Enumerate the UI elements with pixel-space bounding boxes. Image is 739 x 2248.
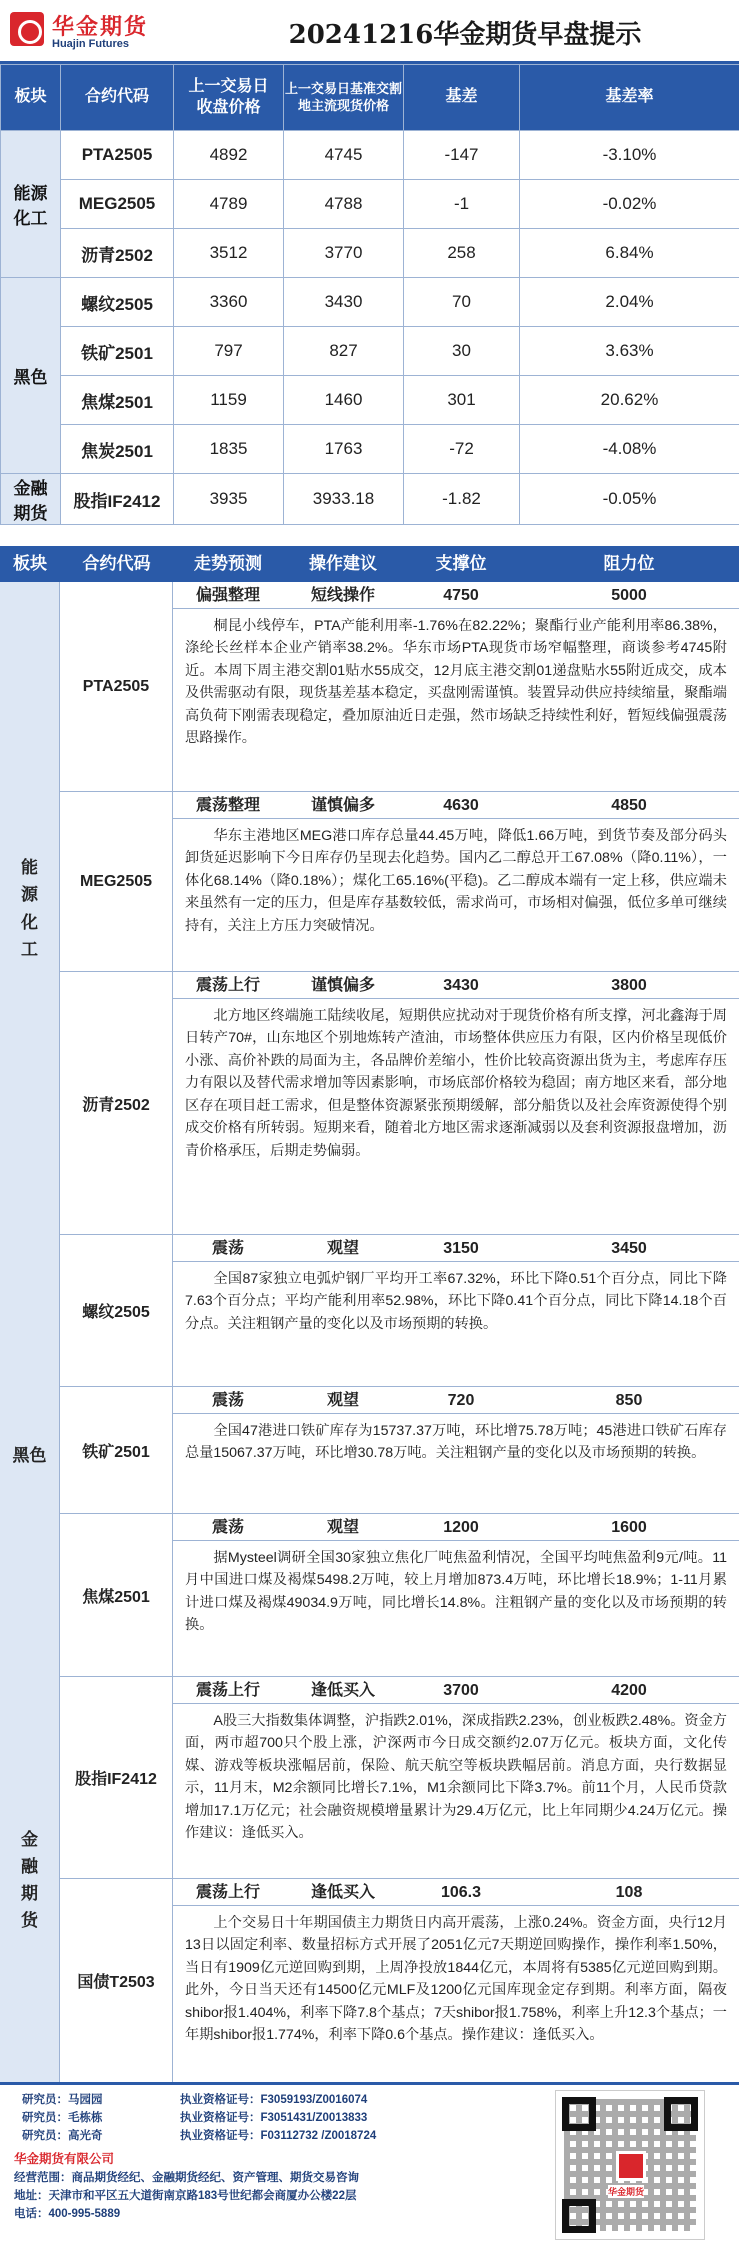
contract-code-cell: 铁矿2501 [60,1387,173,1514]
header-cell: 走势预测 [194,554,262,573]
value-cell: -1.82 [404,474,520,525]
value-cell: 30 [404,327,520,376]
sector-cell: 能 源 化 工 [0,582,60,1235]
operation-cell: 逢低买入 [283,1677,403,1704]
operation-cell: 短线操作 [283,582,403,609]
contract-code-cell: 焦炭2501 [61,425,174,474]
header-cell: 合约代码 [82,554,151,573]
analysis-text: 全国87家独立电弧炉钢厂平均开工率67.32%，环比下降0.51个百分点，同比下降7.63个百分点；平均产能利用率52.98%，环比下降0.41个百分点，同比下降14.18个百分点。关注粗钢产量的变化以及市场预期的转换。 [173,1262,739,1387]
trend-cell: 震荡 [173,1235,283,1262]
company-logo [10,10,190,54]
value-cell: 3933.18 [284,474,404,525]
advice-summary-row [173,792,739,819]
header-cell: 板块 [1,65,61,131]
trend-cell: 震荡 [173,1514,283,1541]
researcher-license: 执业资格证号：F3051431/Z0013833 [180,2112,368,2124]
support-cell: 106.3 [403,1879,519,1906]
value-cell: -72 [404,425,520,474]
contract-code-cell: 焦煤2501 [60,1514,173,1677]
header-cell: 阻力位 [603,554,655,573]
header-cell: 操作建议 [309,554,377,573]
qr-logo-icon [616,2151,646,2181]
contract-code-cell: 螺纹2505 [61,278,174,327]
value-cell: 6.84% [520,229,739,278]
researcher-license: 执业资格证号：F3059193/Z0016074 [180,2094,368,2106]
business-scope: 经营范围：商品期货经纪、金融期货经纪、资产管理、期货交易咨询 [14,2172,359,2184]
value-cell: 4789 [174,180,284,229]
researcher-name: 研究员：毛栋栋 [22,2112,103,2124]
table-row [1,278,739,327]
qr-code [555,2090,705,2240]
value-cell: -0.02% [520,180,739,229]
support-cell: 3150 [403,1235,519,1262]
resistance-cell: 108 [519,1879,739,1906]
operation-cell: 观望 [283,1514,403,1541]
resistance-cell: 3800 [519,972,739,999]
operation-cell: 观望 [283,1235,403,1262]
support-cell: 1200 [403,1514,519,1541]
resistance-cell: 3450 [519,1235,739,1262]
sector-cell: 能源 化工 [1,131,61,278]
header-cell: 基差 [404,65,520,131]
company-name: 华金期货有限公司 [14,2152,115,2166]
value-cell: 1835 [174,425,284,474]
sector-cell: 黑色 [1,278,61,474]
operation-cell: 谨慎偏多 [283,972,403,999]
header-cell: 上一交易日 收盘价格 [174,65,284,131]
support-cell: 3430 [403,972,519,999]
value-cell: 1460 [284,376,404,425]
logo-icon [10,12,44,46]
value-cell: 3.63% [520,327,739,376]
value-cell: -4.08% [520,425,739,474]
page-title: 20241216华金期货早盘提示 [288,20,642,50]
value-cell: 3512 [174,229,284,278]
advice-summary-row [173,582,739,609]
support-cell: 4630 [403,792,519,819]
qr-caption: 华金期货 [608,2187,645,2197]
operation-cell: 逢低买入 [283,1879,403,1906]
contract-code-cell: 股指IF2412 [60,1677,173,1879]
advice-summary-row [173,972,739,999]
analysis-text: 上个交易日十年期国债主力期货日内高开震荡，上涨0.24%。资金方面，央行12月13日以固定利率、数量招标方式开展了2051亿元7天期逆回购操作，操作利率1.50%，当日有1909亿元逆回购到期，上周净投放1844亿元，本周将有5385亿元逆回购到期。此外，今日当天还有14500亿元MLF及1200亿元国库现金定存到期。利率方面，隔夜shibor报1.404%，利率下降7.8个基点；7天shibor报1.758%，利率上升12.3个基点；一年期shibor报1.774%，利率下降0.6个基点。操作建议：逢低买入。 [173,1906,739,2083]
table-row [1,180,739,229]
contract-code-cell: 国债T2503 [60,1879,173,2083]
analysis-text: 北方地区终端施工陆续收尾，短期供应扰动对于现货价格有所支撑，河北鑫海于周日转产70#，山东地区个别地炼转产渣油，市场整体供应压力有限，区内价格呈现低价小涨、高价补跌的局面为主，各品牌价差缩小，性价比较高资源出货为主，考虑库存压力有限以及替代需求增加等因素影响，市场底部价格较为稳固；南方地区来看，部分地区存在项目赶工需求，但是整体资源紧张预期缓解，部分船货以及社会库资源使得个别成交价格有所转弱。短期来看，随着北方地区需求逐渐减弱以及套利资源报盘增加，沥青价格承压，后期走势偏弱。 [173,999,739,1235]
contract-code-cell: 沥青2502 [60,972,173,1235]
advice-summary-row [173,1514,739,1541]
trend-cell: 震荡整理 [173,792,283,819]
trend-cell: 震荡上行 [173,972,283,999]
researcher-name: 研究员：高光奇 [22,2130,103,2142]
value-cell: 3430 [284,278,404,327]
operation-cell: 谨慎偏多 [283,792,403,819]
advice-summary-row [173,1879,739,1906]
value-cell: 4788 [284,180,404,229]
contract-code-cell: MEG2505 [61,180,174,229]
value-cell: -3.10% [520,131,739,180]
trend-cell: 震荡上行 [173,1677,283,1704]
trend-cell: 偏强整理 [173,582,283,609]
table-row [1,376,739,425]
table-row [1,474,739,525]
contract-code-cell: MEG2505 [60,792,173,972]
value-cell: 4745 [284,131,404,180]
header-cell: 基差率 [520,65,739,131]
value-cell: 3360 [174,278,284,327]
header [0,0,739,64]
analysis-text: 据Mysteel调研全国30家独立焦化厂吨焦盈利情况，全国平均吨焦盈利9元/吨。11月中国进口煤及褐煤5498.2万吨，较上月增加873.4万吨，环比增长18.9%；1-11月累计进口煤及褐煤49034.9万吨，同比增长14.8%。注粗钢产量的变化以及市场预期的转换。 [173,1541,739,1677]
support-cell: 4750 [403,582,519,609]
resistance-cell: 850 [519,1387,739,1414]
sector-cell: 黑色 [0,1235,60,1677]
value-cell: 797 [174,327,284,376]
analysis-text: 全国47港进口铁矿库存为15737.37万吨，环比增75.78万吨；45港进口铁矿石库存总量15067.37万吨，环比增30.78万吨。关注粗钢产量的变化以及市场预期的转换。 [173,1414,739,1514]
resistance-cell: 4200 [519,1677,739,1704]
researcher-license: 执业资格证号：F03112732 /Z0018724 [180,2130,377,2142]
value-cell: 20.62% [520,376,739,425]
resistance-cell: 5000 [519,582,739,609]
contract-code-cell: 螺纹2505 [60,1235,173,1387]
sector-cell: 金 融 期 货 [0,1677,60,2083]
analysis-text: 华东主港地区MEG港口库存总量44.45万吨，降低1.66万吨，到货节奏及部分码头卸货延迟影响下今日库存仍呈现去化趋势。国内乙二醇总开工67.08%（降0.11%），一体化68.14%（降0.18%）；煤化工65.16%(平稳)。乙二醇成本端有一定上移，供应端未来虽然有一定的压力，但是库存基数较低，需求尚可，市场相对偏强，低位多单可继续持有，关注上方压力突破情况。 [173,819,739,972]
contract-code-cell: PTA2505 [61,131,174,180]
advice-table-header [0,546,739,582]
analysis-text: A股三大指数集体调整，沪指跌2.01%，深成指跌2.23%，创业板跌2.48%。资金方面，两市超700只个股上涨，沪深两市今日成交额约2.07万亿元。板块方面，文化传媒、游戏等板块涨幅居前，保险、航天航空等板块跌幅居前。消息方面，央行数据显示，11月末，M2余额同比增长7.1%，M1余额同比下降3.7%。前11个月，人民币贷款增加17.1万亿元；社会融资规模增量累计为29.4万亿元，比上年同期少4.24万亿元。操作建议：逢低买入。 [173,1704,739,1879]
analysis-text: 桐昆小线停车，PTA产能利用率-1.76%在82.22%；聚酯行业产能利用率86.38%，涤纶长丝样本企业产销率38.2%。华东市场PTA现货市场窄幅整理，商谈参考4745附近。本周下周主港交割01贴水55成交，12月底主港交割01递盘贴水55附近成交，成本及供需驱动有限，现货基差基本稳定，买盘刚需谨慎。装置异动供应持续缩量，聚酯端高负荷下刚需表现稳定，叠加原油近日走强，然市场缺乏持续性利好，暂短线偏强震荡思路操作。 [173,609,739,792]
value-cell: 3770 [284,229,404,278]
logo-text-en: Huajin Futures [52,38,130,50]
value-cell: -1 [404,180,520,229]
support-cell: 3700 [403,1677,519,1704]
value-cell: 301 [404,376,520,425]
operation-cell: 观望 [283,1387,403,1414]
contract-code-cell: 沥青2502 [61,229,174,278]
contract-code-cell: 焦煤2501 [61,376,174,425]
header-cell: 上一交易日基准交割 地主流现货价格 [284,65,404,131]
header-cell: 板块 [13,554,47,573]
advice-summary-row [173,1235,739,1262]
logo-text-cn: 华金期货 [52,14,149,39]
support-cell: 720 [403,1387,519,1414]
sector-cell: 金融 期货 [1,474,61,525]
resistance-cell: 1600 [519,1514,739,1541]
value-cell: 4892 [174,131,284,180]
contract-code-cell: 股指IF2412 [61,474,174,525]
trend-cell: 震荡上行 [173,1879,283,1906]
value-cell: 70 [404,278,520,327]
header-cell: 支撑位 [435,554,487,573]
contract-code-cell: 铁矿2501 [61,327,174,376]
researcher-name: 研究员：马园园 [22,2094,103,2106]
basis-table [0,64,739,525]
value-cell: 2.04% [520,278,739,327]
header-cell: 合约代码 [61,65,174,131]
value-cell: 1763 [284,425,404,474]
value-cell: 3935 [174,474,284,525]
value-cell: 258 [404,229,520,278]
table-row [1,425,739,474]
value-cell: -147 [404,131,520,180]
advice-summary-row [173,1677,739,1704]
table-row [1,131,739,180]
value-cell: 827 [284,327,404,376]
resistance-cell: 4850 [519,792,739,819]
value-cell: -0.05% [520,474,739,525]
company-address: 地址：天津市和平区五大道街南京路183号世纪都会商厦办公楼22层 [14,2190,357,2202]
advice-summary-row [173,1387,739,1414]
company-phone: 电话：400-995-5889 [14,2208,121,2220]
value-cell: 1159 [174,376,284,425]
table-row [1,229,739,278]
table-row [1,327,739,376]
basis-table-header [1,65,739,131]
trend-cell: 震荡 [173,1387,283,1414]
contract-code-cell: PTA2505 [60,582,173,792]
